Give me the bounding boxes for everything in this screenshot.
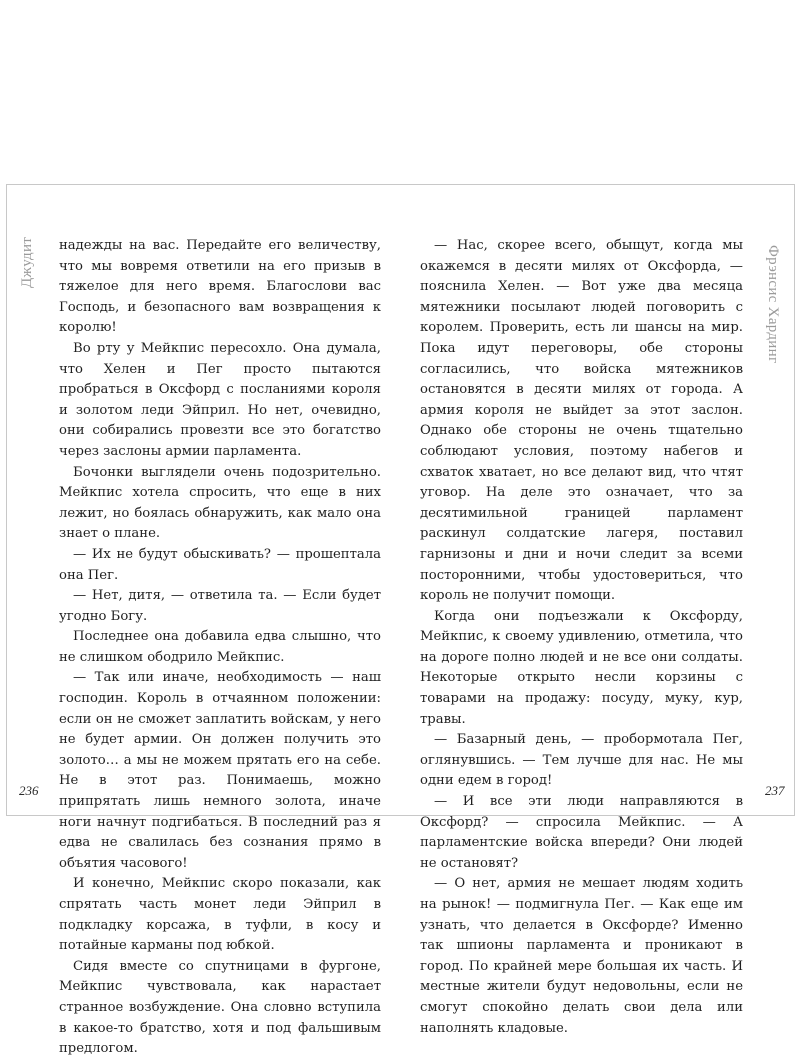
paragraph: — О нет, армия не мешает людям ходить на рынок! — подмигнула Пег. — Как еще им узнать, что делается в Оксфорде? Именно так шпионы парламента и проникают в город. По крайней мере большая их часть. И местные жители будут недовольны, если не смогут спокойно делать свои дела или наполнять кладовые. xyxy=(420,876,743,1036)
left-page-number: 236 xyxy=(19,783,39,798)
paragraph: И конечно, Мейкпис скоро показали, как спрятать часть монет леди Эйприл в подкладку корсажа, в туфли, в косу и потайные карманы под юбкой. xyxy=(59,876,381,954)
paragraph: — И все эти люди направляются в Оксфорд? — спросила Мейкпис. — А парламентские войска впереди? Они людей не остановят? xyxy=(420,794,743,871)
left-running-head: Джудит xyxy=(19,236,35,288)
paragraph: — Так или иначе, необходимость — наш господин. Король в отчаянном положении: если он не сможет заплатить войскам, у него не будет армии. Он должен получить это золото… а мы не можем прятать его на себе. Не в этот раз. Понимаешь, можно припрятать лишь немного золота, иначе ноги начнут подгибаться. В последний раз я едва не свалилась без сознания прямо в объятия часового! xyxy=(59,670,381,871)
paragraph: — Их не будут обыскивать? — прошептала она Пег. xyxy=(59,546,381,583)
paragraph: — Нет, дитя, — ответила та. — Если будет угодно Богу. xyxy=(59,588,381,624)
paragraph: Сидя вместе со спутницами в фургоне, Мейкпис чувствовала, как нарастает странное возбуждение. Она словно вступила в какое-то братство, хотя и под фальшивым предлогом. xyxy=(59,958,381,1057)
paragraph: — Базарный день, — пробормотала Пег, оглянувшись. — Тем лучше для нас. Не мы одни едем в город! xyxy=(420,732,743,789)
paragraph: Когда они подъезжали к Оксфорду, Мейкпис, к своему удивлению, отметила, что на дороге полно людей и не все они солдаты. Некоторые открыто несли корзины с товарами на продажу: посуду, муку, кур, травы. xyxy=(420,608,743,727)
left-page-text xyxy=(59,236,381,1060)
paragraph: Во рту у Мейкпис пересохло. Она думала, что Хелен и Пег просто пытаются пробраться в Оксфорд с посланиями короля и золотом леди Эйприл. Но нет, очевидно, они собирались провезти все это богатство через заслоны армии парламента. xyxy=(59,340,381,459)
paragraph: надежды на вас. Передайте его величеству, что мы вовремя ответили на его призыв в тяжелое для него время. Благослови вас Господь, и безопасного вам возвращения к королю! xyxy=(59,238,381,336)
paragraph: — Нас, скорее всего, обыщут, когда мы окажемся в десяти милях от Оксфорда, — пояснила Хелен. — Вот уже два месяца мятежники посылают людей поговорить с королем. Проверить, есть ли шансы на мир. Пока идут переговоры, обе стороны согласились, что войска мятежников остановятся в десяти милях от города. А армия короля не выйдет за этот заслон. Однако обе стороны не очень тщательно соблюдают условия, поэтому набегов и схваток хватает, но все делают вид, что чтят уговор. На деле это означает, что за десятимильной границей парламент раскинул солдатские лагеря, поставил гарнизоны и дни и ночи следит за всеми посторонними, чтобы удостовериться, что король не получит помощи. xyxy=(420,238,743,604)
right-page-text xyxy=(420,236,743,1039)
right-running-head: Фрэнсис Хардинг xyxy=(765,245,781,364)
right-page-number: 237 xyxy=(765,783,785,798)
paragraph: Бочонки выглядели очень подозрительно. Мейкпис хотела спросить, что еще в них лежит, но боялась обнаружить, как мало она знает о плане. xyxy=(59,464,381,542)
paragraph: Последнее она добавила едва слышно, что не слишком ободрило Мейкпис. xyxy=(59,629,381,665)
